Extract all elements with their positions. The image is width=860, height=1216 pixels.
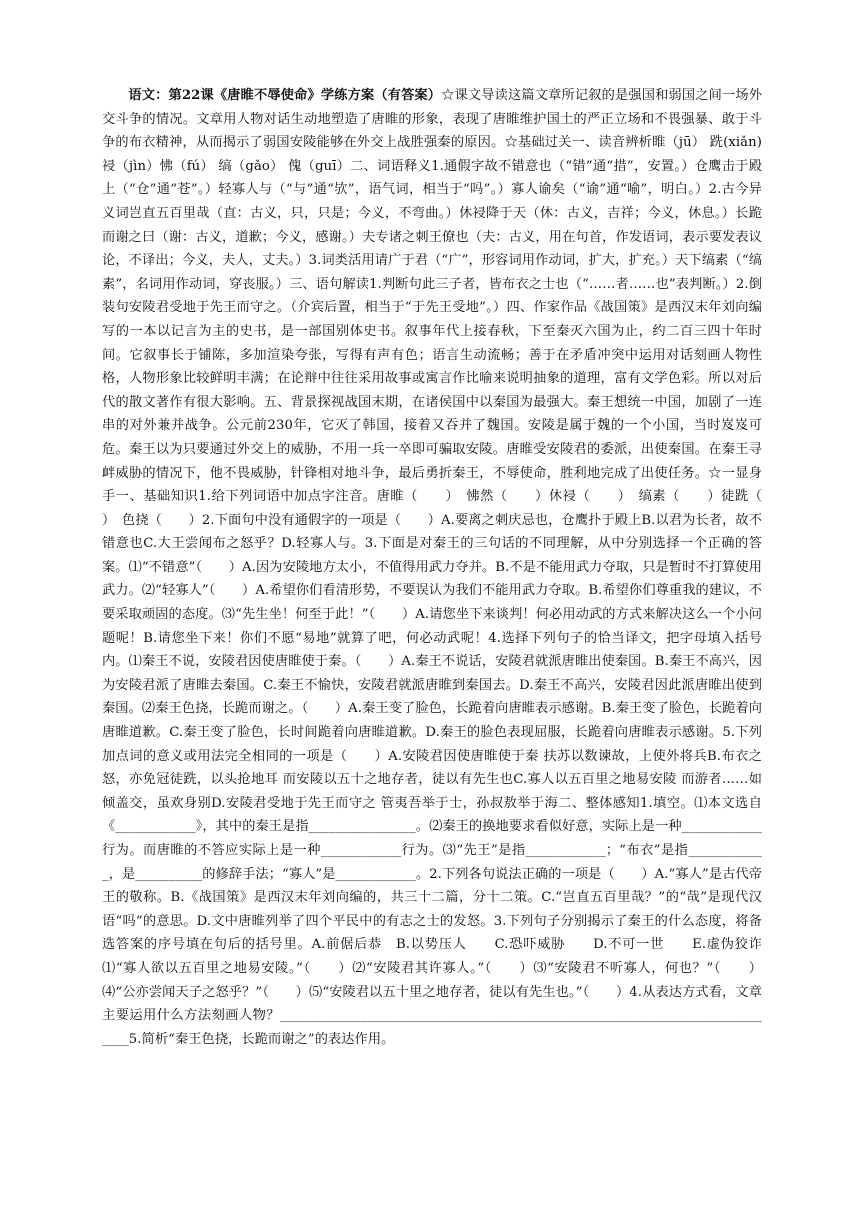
document-title: 语文：第22课《唐睢不辱使命》学练方案（有答案） <box>128 88 442 103</box>
document-content: ☆课文导读这篇文章所记叙的是强国和弱国之间一场外交斗争的情况。文章用人物对话生动地塑造了唐睢的形象，表现了唐睢维护国土的严正立场和不畏强暴、敢于斗争的布衣精神，从而揭示了弱国安陵能够在外交上战胜强秦的原因。☆基础过关一、读音辨析睢（jū） 跣(xiǎn) 祲（jìn）怫（fú） 缟（gǎo） 傀（guī）二、词语释义1.通假字故不错意也（“错”通“措”，安置。）仓鹰击于殿上（“仓”通“苍”。）轻寡人与（“与”通“欤”，语气词，相当于“吗”。）寡人谕矣（“谕”通“喻”，明白。）2.古今异义词岂直五百里哉（直：古义，只，只是；今义，不弯曲。）休祲降于天（休：古义，吉祥；今义，休息。）长跪而谢之曰（谢：古义，道歉；今义，感谢。）夫专诸之刺王僚也（夫：古义，用在句首，作发语词，表示要发表议论，不译出；今义，夫人，丈夫。）3.词类活用请广于君（“广”，形容词用作动词，扩大，扩充。）天下缟素（“缟素”，名词用作动词，穿丧服。）三、语句解读1.判断句此三子者，皆布衣之士也（“……者……也”表判断。）2.倒装句安陵君受地于先王而守之。（介宾后置，相当于“于先王受地”。）四、作家作品《战国策》是西汉末年刘向编写的一本以记言为主的史书，是一部国别体史书。叙事年代上接春秋，下至秦灭六国为止，约二百三四十年时间。它叙事长于铺陈，多加渲染夸张，写得有声有色；语言生动流畅；善于在矛盾冲突中运用对话刻画人物性格，人物形象比较鲜明丰满；在论辩中往往采用故事或寓言作比喻来说明抽象的道理，富有文学色彩。所以对后代的散文著作有很大影响。五、背景探视战国末期，在诸侯国中以秦国为最强大。秦王想统一中国，加剧了一连串的对外兼并战争。公元前230年，它灭了韩国，接着又吞并了魏国。安陵是属于魏的一个小国，当时岌岌可危。秦王以为只要通过外交上的威胁，不用一兵一卒即可骗取安陵。唐睢受安陵君的委派，出使秦国。在秦王寻衅威胁的情况下，他不畏威胁，针锋相对地斗争，最后勇折秦王，不辱使命，胜利地完成了出使任务。☆一显身手一、基础知识1.给下列词语中加点字注音。唐睢（ ） 怫然（ ）休祲（ ） 缟素（ ）徒跣（ ） 色挠（ ）2.下面句中没有通假字的一项是（ ）A.要离之刺庆忌也，仓鹰扑于殿上B.以君为长者，故不错意也C.大王尝闻布之怒乎？D.轻寡人与。3.下面是对秦王的三句话的不同理解，从中分别选择一个正确的答案。⑴“不错意”（ ）A.因为安陵地方太小，不值得用武力夺并。B.不是不能用武力夺取，只是暂时不打算使用武力。⑵“轻寡人”（ ）A.希望你们看清形势，不要误认为我们不能用武力夺取。B.希望你们尊重我的建议，不要采取顽固的态度。⑶“先生坐！何至于此！”（ ）A.请您坐下来谈判！何必用动武的方式来解决这么一个小问题呢！B.请您坐下来！你们不愿“易地”就算了吧，何必动武呢！4.选择下列句子的恰当译文，把字母填入括号内。⑴秦王不说，安陵君因使唐睢使于秦。（ ）A.秦王不说话，安陵君就派唐睢出使秦国。B.秦王不高兴，因为安陵君派了唐睢去秦国。C.秦王不愉快，安陵君就派唐睢到秦国去。D.秦王不高兴，安陵君因此派唐睢出使到秦国。⑵秦王色挠，长跪而谢之。（ ）A.秦王变了脸色，长跪着向唐睢表示感谢。B.秦王变了脸色，长跪着向唐睢道歉。C.秦王变了脸色，长时间跪着向唐睢道歉。D.秦王的脸色表现屈服，长跪着向唐睢表示感谢。5.下列加点词的意义或用法完全相同的一项是（ ）A.安陵君因使唐睢使于秦 扶苏以数谏故，上使外将兵B.布衣之怒，亦免冠徒跣，以头抢地耳 而安陵以五十之地存者，徒以有先生也C.寡人以五百里之地易安陵 而游者……如倾盖交，虽欢身别D.安陵君受地于先王而守之 管夷吾举于士，孙叔敖举于海二、整体感知1.填空。⑴本文选自《____________》，其中的秦王是指________________。⑵秦王的换地要求看似好意，实际上是一种____________行为。而唐睢的不答应实际上是一种____________行为。⑶“先王”是指____________；“布衣”是指____________，是__________的修辞手法；“寡人”是____________。2.下列各句说法正确的一项是（ ）A.“寡人”是古代帝王的敬称。B.《战国策》是西汉末年刘向编的，共三十二篇，分十二策。C.“岂直五百里哉？”的“哉”是现代汉语“吗”的意思。D.文中唐睢列举了四个平民中的有志之士的发怒。3.下列句子分别揭示了秦王的什么态度，将备选答案的序号填在句后的括号里。A.前倨后恭 B.以势压人 C.恐吓威胁 D.不可一世 E.虚伪狡诈⑴“寡人欲以五百里之地易安陵。”（ ）⑵“安陵君其许寡人。”（ ）⑶“安陵君不听寡人，何也？”（ ）⑷“公亦尝闻天子之怒乎？”（ ）⑸“安陵君以五十里之地存者，徒以有先生也。”（ ）4.从表达方式看，文章主要运用什么方法刻画人物？____________________________________________________________________________5.简析“秦王色挠，长跪而谢之”的表达作用。 <box>102 88 789 1047</box>
document-body <box>102 84 789 1051</box>
document-page <box>102 84 789 1184</box>
